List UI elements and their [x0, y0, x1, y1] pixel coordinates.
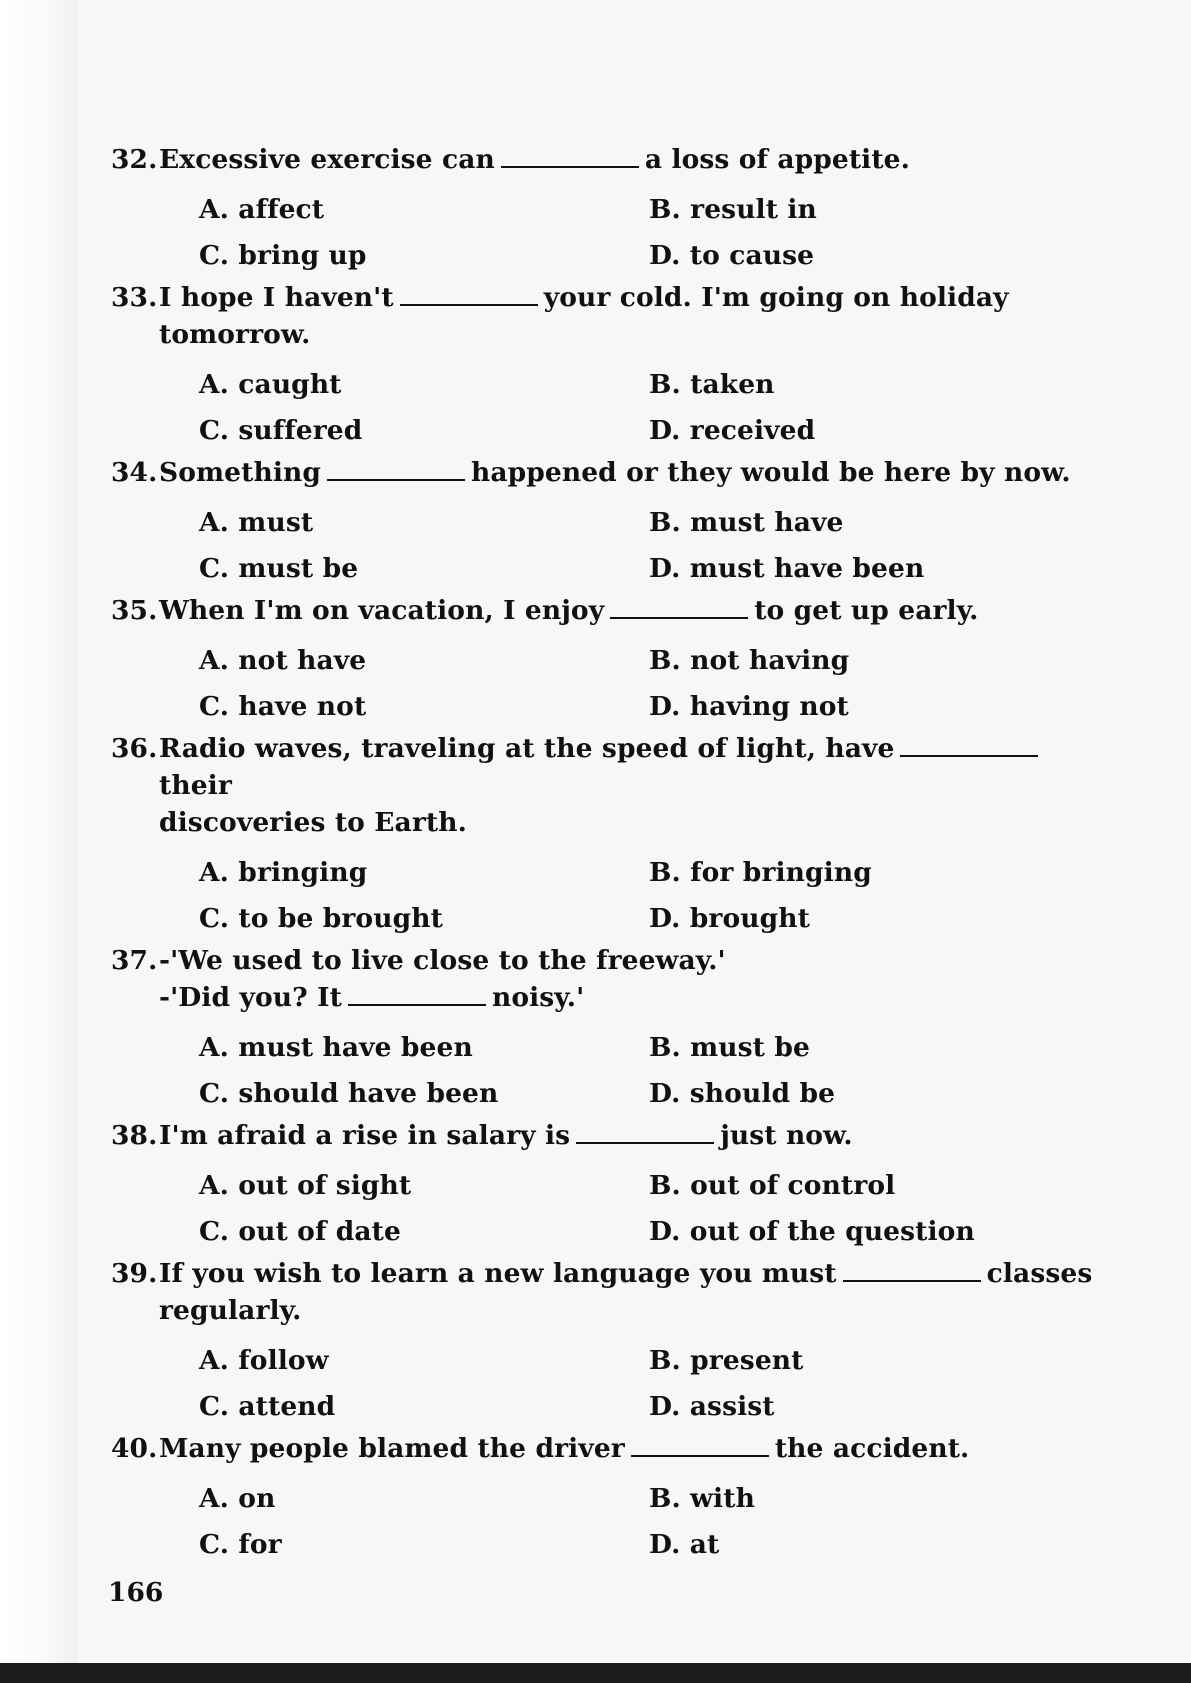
option-d: D. out of the question [649, 1216, 975, 1247]
options-grid [111, 500, 1101, 592]
stem-text-before-blank: Radio waves, traveling at the speed of light, have [159, 733, 895, 764]
option-c: C. should have been [199, 1078, 499, 1109]
question-33 [111, 279, 1101, 454]
stem-text-before-blank: I hope I haven't [159, 282, 394, 313]
question-number: 32. [111, 144, 158, 175]
scan-bottom-edge [0, 1663, 1191, 1683]
stem-text-before-blank: If you wish to learn a new language you must [159, 1258, 837, 1289]
answer-blank [576, 1120, 714, 1144]
option-a: A. affect [199, 194, 325, 225]
option-c: C. suffered [199, 415, 363, 446]
question-number: 40. [111, 1433, 158, 1464]
question-35 [111, 592, 1101, 730]
stem-text-before-blank: I'm afraid a rise in salary is [159, 1120, 571, 1151]
scan-left-margin [0, 0, 78, 1683]
option-d: D. should be [649, 1078, 836, 1109]
question-32 [111, 141, 1101, 279]
question-number: 37. [111, 945, 158, 976]
stem-text-after-blank: your cold. I'm going on holiday tomorrow. [159, 282, 1009, 350]
option-d: D. must have been [649, 553, 925, 584]
question-stem [111, 730, 1101, 841]
stem-text-after-blank: a loss of appetite. [644, 144, 910, 175]
stem-line [159, 454, 1101, 491]
answer-blank [348, 982, 486, 1006]
question-stem [111, 1117, 1101, 1154]
question-stem [111, 592, 1101, 629]
option-a: A. follow [199, 1345, 329, 1376]
option-a: A. on [199, 1483, 276, 1514]
stem-text-after-blank: their [159, 770, 232, 801]
stem-text-before-blank: Excessive exercise can [159, 144, 495, 175]
options-grid [111, 1025, 1101, 1117]
option-d: D. received [649, 415, 816, 446]
question-40 [111, 1430, 1101, 1568]
question-number: 39. [111, 1258, 158, 1289]
stem-line [159, 279, 1101, 353]
options-grid [111, 1476, 1101, 1568]
option-a: A. caught [199, 369, 342, 400]
stem-line-continued [159, 979, 1101, 1016]
stem-text-before-blank: -'Did you? It [159, 982, 342, 1013]
answer-blank [843, 1258, 981, 1282]
option-c: C. bring up [199, 240, 367, 271]
stem-line [159, 592, 1101, 629]
stem-text-before-blank: When I'm on vacation, I enjoy [159, 595, 605, 626]
answer-blank [400, 282, 538, 306]
options-grid [111, 850, 1101, 942]
stem-text-before-blank: Something [159, 457, 321, 488]
question-36 [111, 730, 1101, 942]
answer-blank [900, 733, 1038, 757]
option-b: B. result in [649, 194, 817, 225]
question-34 [111, 454, 1101, 592]
stem-text-after-blank: noisy.' [491, 982, 585, 1013]
options-grid [111, 1163, 1101, 1255]
option-d: D. to cause [649, 240, 815, 271]
option-b: B. must be [649, 1032, 810, 1063]
option-d: D. at [649, 1529, 720, 1560]
stem-line-continued: regularly. [159, 1295, 302, 1326]
option-b: B. must have [649, 507, 844, 538]
option-a: A. not have [199, 645, 367, 676]
option-a: A. bringing [199, 857, 368, 888]
stem-line [159, 1117, 1101, 1154]
option-b: B. not having [649, 645, 850, 676]
options-grid [111, 638, 1101, 730]
question-39 [111, 1255, 1101, 1430]
question-number: 36. [111, 733, 158, 764]
question-stem [111, 279, 1101, 353]
question-stem [111, 1430, 1101, 1467]
stem-line [159, 730, 1101, 804]
option-a: A. out of sight [199, 1170, 412, 1201]
option-c: C. have not [199, 691, 367, 722]
option-c: C. must be [199, 553, 359, 584]
option-b: B. for bringing [649, 857, 872, 888]
question-list [111, 141, 1101, 1568]
stem-text-after-blank: the accident. [774, 1433, 970, 1464]
stem-line [159, 141, 1101, 178]
question-stem [111, 1255, 1101, 1329]
option-c: C. out of date [199, 1216, 401, 1247]
option-c: C. for [199, 1529, 282, 1560]
option-b: B. taken [649, 369, 775, 400]
answer-blank [631, 1433, 769, 1457]
stem-text-before-blank: Many people blamed the driver [159, 1433, 625, 1464]
stem-line [159, 1430, 1101, 1467]
stem-text-after-blank: to get up early. [754, 595, 979, 626]
option-d: D. having not [649, 691, 849, 722]
question-stem [111, 454, 1101, 491]
stem-text-after-blank: just now. [720, 1120, 853, 1151]
options-grid [111, 1338, 1101, 1430]
option-b: B. with [649, 1483, 755, 1514]
answer-blank [327, 457, 465, 481]
option-d: D. assist [649, 1391, 775, 1422]
question-number: 35. [111, 595, 158, 626]
option-c: C. attend [199, 1391, 336, 1422]
question-37 [111, 942, 1101, 1117]
option-a: A. must have been [199, 1032, 473, 1063]
option-b: B. present [649, 1345, 804, 1376]
question-number: 34. [111, 457, 158, 488]
question-number: 38. [111, 1120, 158, 1151]
question-stem [111, 141, 1101, 178]
stem-text-after-blank: classes [986, 1258, 1093, 1289]
stem-text-after-blank: happened or they would be here by now. [470, 457, 1071, 488]
stem-line: -'We used to live close to the freeway.' [159, 945, 726, 976]
stem-line-continued: discoveries to Earth. [159, 807, 467, 838]
option-b: B. out of control [649, 1170, 896, 1201]
question-38 [111, 1117, 1101, 1255]
options-grid [111, 362, 1101, 454]
stem-line [159, 1255, 1101, 1292]
answer-blank [501, 144, 639, 168]
option-d: D. brought [649, 903, 810, 934]
option-a: A. must [199, 507, 314, 538]
question-number: 33. [111, 282, 158, 313]
question-stem [111, 942, 1101, 1016]
option-c: C. to be brought [199, 903, 443, 934]
page-number: 166 [108, 1577, 164, 1608]
options-grid [111, 187, 1101, 279]
answer-blank [610, 595, 748, 619]
